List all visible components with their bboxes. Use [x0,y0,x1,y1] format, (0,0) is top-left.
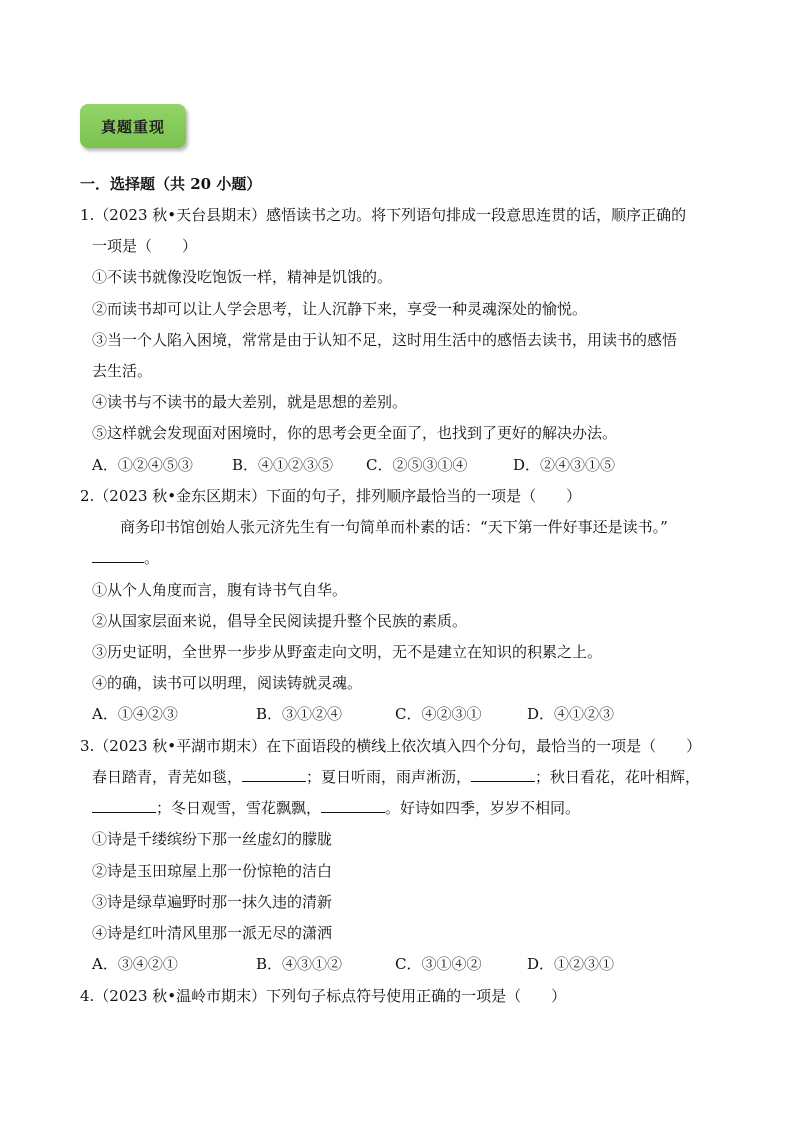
q2-stem: 2.（2023 秋•金东区期末）下面的句子，排列顺序最恰当的一项是（ ） [80,487,582,505]
q1-item-4: ④读书与不读书的最大差别，就是思想的差别。 [92,393,408,411]
q3-blank-3[interactable] [92,798,156,813]
q2-option-c[interactable]: C．④②③① [395,705,482,723]
q2-passage-line1: 商务印书馆创始人张元济先生有一句简单而朴素的话：“天下第一件好事还是读书。” [120,518,668,536]
q3-item-3: ③诗是绿草遍野时那一抹久违的清新 [92,893,333,911]
q2-passage-tail: 。 [144,549,160,567]
q3-passage-seg-2: ；夏日听雨，雨声淅沥， [306,768,472,786]
q3-option-d[interactable]: D．①②③① [527,955,615,973]
q2-item-3: ③历史证明，全世界一步步从野蛮走向文明，无不是建立在知识的积累之上。 [92,643,603,661]
q2-item-2: ②从国家层面来说，倡导全民阅读提升整个民族的素质。 [92,612,468,630]
q1-item-1: ①不读书就像没吃饱饭一样，精神是饥饿的。 [92,268,393,286]
q1-item-3: ③当一个人陷入困境，常常是由于认知不足，这时用生活中的感悟去读书，用读书的感悟 [92,331,678,349]
q1-options [92,455,615,475]
section-badge: 真题重现 [80,104,186,148]
q2-item-4: ④的确，读书可以明理，阅读铸就灵魂。 [92,674,363,692]
q3-item-2: ②诗是玉田琼屋上那一份惊艳的洁白 [92,862,333,880]
q2-options [92,704,614,724]
q3-passage-line1 [92,767,700,787]
q3-passage-seg-4: ；冬日观雪，雪花飘飘， [156,799,322,817]
q3-item-1: ①诗是千缕缤纷下那一丝虚幻的朦胧 [92,830,333,848]
q3-option-b[interactable]: B．④③①② [256,955,343,973]
q3-option-c[interactable]: C．③①④② [395,955,482,973]
q3-blank-4[interactable] [321,798,385,813]
q3-options [92,954,614,974]
q1-option-a[interactable]: A．①②④⑤③ [92,456,193,474]
q3-passage-seg-3: ；秋日看花，花叶相辉， [535,768,701,786]
q1-item-5: ⑤这样就会发现面对困境时，你的思考会更全面了，也找到了更好的解决办法。 [92,424,618,442]
q3-stem: 3.（2023 秋•平湖市期末）在下面语段的横线上依次填入四个分句，最恰当的一项是（ ） [80,737,702,755]
q1-option-b[interactable]: B．④①②③⑤ [232,456,334,474]
q2-item-1: ①从个人角度而言，腹有诗书气自华。 [92,581,348,599]
q3-passage-line2 [92,798,580,818]
q1-item-2: ②而读书却可以让人学会思考，让人沉静下来，享受一种灵魂深处的愉悦。 [92,300,588,318]
q1-option-d[interactable]: D．②④③①⑤ [513,456,616,474]
q3-item-4: ④诗是红叶清风里那一派无尽的潇洒 [92,924,333,942]
q2-option-a[interactable]: A．①④②③ [92,705,178,723]
q1-stem-line2: 一项是（ ） [92,237,198,255]
q2-option-b[interactable]: B．③①②④ [256,705,343,723]
q1-option-c[interactable]: C．②⑤③①④ [366,456,468,474]
q2-passage-line2 [92,548,159,568]
q3-passage-seg-1: 春日踏青，青芜如毯， [92,768,243,786]
q4-stem: 4.（2023 秋•温岭市期末）下列句子标点符号使用正确的一项是（ ） [80,987,567,1005]
q2-option-d[interactable]: D．④①②③ [527,705,615,723]
q2-answer-blank[interactable] [92,548,144,563]
q3-blank-1[interactable] [242,767,306,782]
q1-item-3-cont: 去生活。 [92,362,153,380]
q3-option-a[interactable]: A．③④②① [92,955,178,973]
q1-stem-line1: 1.（2023 秋•天台县期末）感悟读书之功。将下列语句排成一段意思连贯的话，顺序正确的 [80,206,687,224]
q3-passage-seg-5: 。好诗如四季，岁岁不相同。 [385,799,581,817]
section-title: 一．选择题（共 20 小题） [80,175,262,193]
q3-blank-2[interactable] [471,767,535,782]
